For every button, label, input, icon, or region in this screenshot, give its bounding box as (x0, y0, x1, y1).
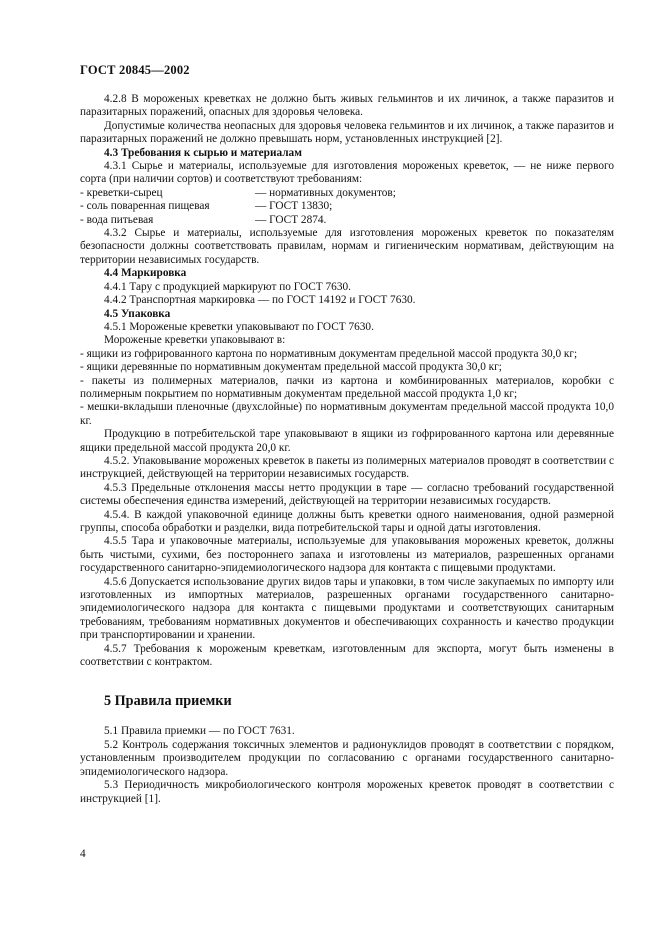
paragraph-4-5-7: 4.5.7 Требования к мороженым креветкам, изготовленным для экспорта, могут быть изменены в соответствии с контрактом. (80, 642, 614, 669)
paragraph-4-5-1-intro: Мороженые креветки упаковывают в: (104, 334, 286, 347)
requirement-item: - соль поваренная пищевая (80, 200, 210, 213)
paragraph-4-5-2: 4.5.2. Упаковывание мороженых креветок в пакеты из полимерных материалов проводят в соответствии с инструкцией, действующей на территории независимых государств. (80, 454, 614, 481)
heading-4-5: 4.5 Упаковка (104, 307, 171, 320)
list-item: - ящики из гофрированного картона по нормативным документам предельной массой продукта 30,0 кг; (80, 347, 578, 360)
requirement-row (80, 214, 614, 227)
paragraph-5-2: 5.2 Контроль содержания токсичных элементов и радионуклидов проводят в соответствии с порядком, установленным производителем продукции по согласованию с органами государственного санитарно-эпидемиологического надзора. (80, 738, 614, 778)
paragraph-4-5-3: 4.5.3 Предельные отклонения массы нетто продукции в таре — согласно требований государственной системы обеспечения единства измерений, действующей на территории независимых государств. (80, 481, 614, 508)
document-header: ГОСТ 20845—2002 (80, 63, 190, 77)
heading-4-3: 4.3 Требования к сырью и материалам (104, 146, 302, 159)
document-body (80, 93, 614, 806)
paragraph-4-5-5: 4.5.5 Тара и упаковочные материалы, используемые для упаковывания мороженых креветок, должны быть чистыми, сухими, без постороннего запаха и изготовлены из материалов, разрешенных органами государственного санитарно-эпидемиологического надзора для контакта с пищевыми продуктами. (80, 535, 614, 575)
paragraph-4-4-2: 4.4.2 Транспортная маркировка — по ГОСТ 14192 и ГОСТ 7630. (104, 294, 416, 307)
page-number: 4 (80, 848, 86, 860)
paragraph-5-3: 5.3 Периодичность микробиологического контроля мороженых креветок проводят в соответствии с инструкцией [1]. (80, 779, 614, 805)
paragraph-4-2-8: 4.2.8 В мороженых креветках не должно быть живых гельминтов и их личинок, а также паразитов и паразитарных поражений, опасных для здоровья человека. (80, 93, 614, 119)
paragraph-4-5-1-consumer: Продукцию в потребительской таре упаковывают в ящики из гофрированного картона или деревянные ящики предельной массой продукта 20,0 кг. (80, 428, 614, 454)
requirement-row (80, 200, 614, 213)
paragraph-4-5-4: 4.5.4. В каждой упаковочной единице должны быть креветки одного наименования, одной размерной группы, способа обработки и разделки, вида потребительской тары и одной даты изготовления. (80, 508, 614, 534)
requirement-item: - креветки-сырец (80, 186, 163, 199)
section-5-title: 5 Правила приемки (104, 693, 232, 710)
paragraph-4-3-1: 4.3.1 Сырье и материалы, используемые для изготовления мороженых креветок, — не ниже первого сорта (при наличии сортов) и соответствуют требованиям: (80, 160, 614, 186)
heading-4-4: 4.4 Маркировка (104, 267, 187, 280)
paragraph-4-2-8-continued: Допустимые количества неопасных для здоровья человека гельминтов и их личинок, а также паразитов и паразитарных поражений не должно превышать норм, установленных инструкцией [2]. (80, 119, 614, 146)
list-item: - ящики деревянные по нормативным документам предельной массой продукта 30,0 кг; (80, 361, 502, 374)
paragraph-4-4-1: 4.4.1 Тару с продукцией маркируют по ГОСТ 7630. (104, 280, 351, 293)
list-item: - мешки-вкладыши пленочные (двухслойные) по нормативным документам предельной массой продукта 10,0 кг. (80, 401, 614, 427)
paragraph-4-5-1: 4.5.1 Мороженые креветки упаковывают по ГОСТ 7630. (104, 320, 374, 333)
paragraph-4-3-2: 4.3.2 Сырье и материалы, используемые для изготовления мороженых креветок по показателям безопасности должны соответствовать правилам, нормам и гигиеническим нормативам, действующим на территории независимых государств. (80, 227, 614, 266)
requirement-norm: — нормативных документов; (255, 186, 396, 199)
paragraph-4-5-6: 4.5.6 Допускается использование других видов тары и упаковки, в том числе закупаемых по импорту или изготовленных из импортных материалов, разрешенных органами государственного санитарно-эпидемиологического надзора для контакта с пищевыми продуктами и соответствующих санитарным требованиям, требованиям нормативных документов и обеспечивающих сохранность и качество продукции при транспортировании и хранении. (80, 575, 614, 642)
requirement-norm: — ГОСТ 2874. (255, 213, 327, 226)
requirement-norm: — ГОСТ 13830; (255, 200, 333, 213)
paragraph-5-1: 5.1 Правила приемки — по ГОСТ 7631. (104, 725, 295, 738)
requirement-item: - вода питьевая (80, 213, 154, 226)
requirement-row (80, 187, 614, 200)
list-item: - пакеты из полимерных материалов, пачки из картона и комбинированных материалов, коробки с полимерным покрытием по нормативным документам предельной массой продукта 1,0 кг; (80, 374, 614, 400)
